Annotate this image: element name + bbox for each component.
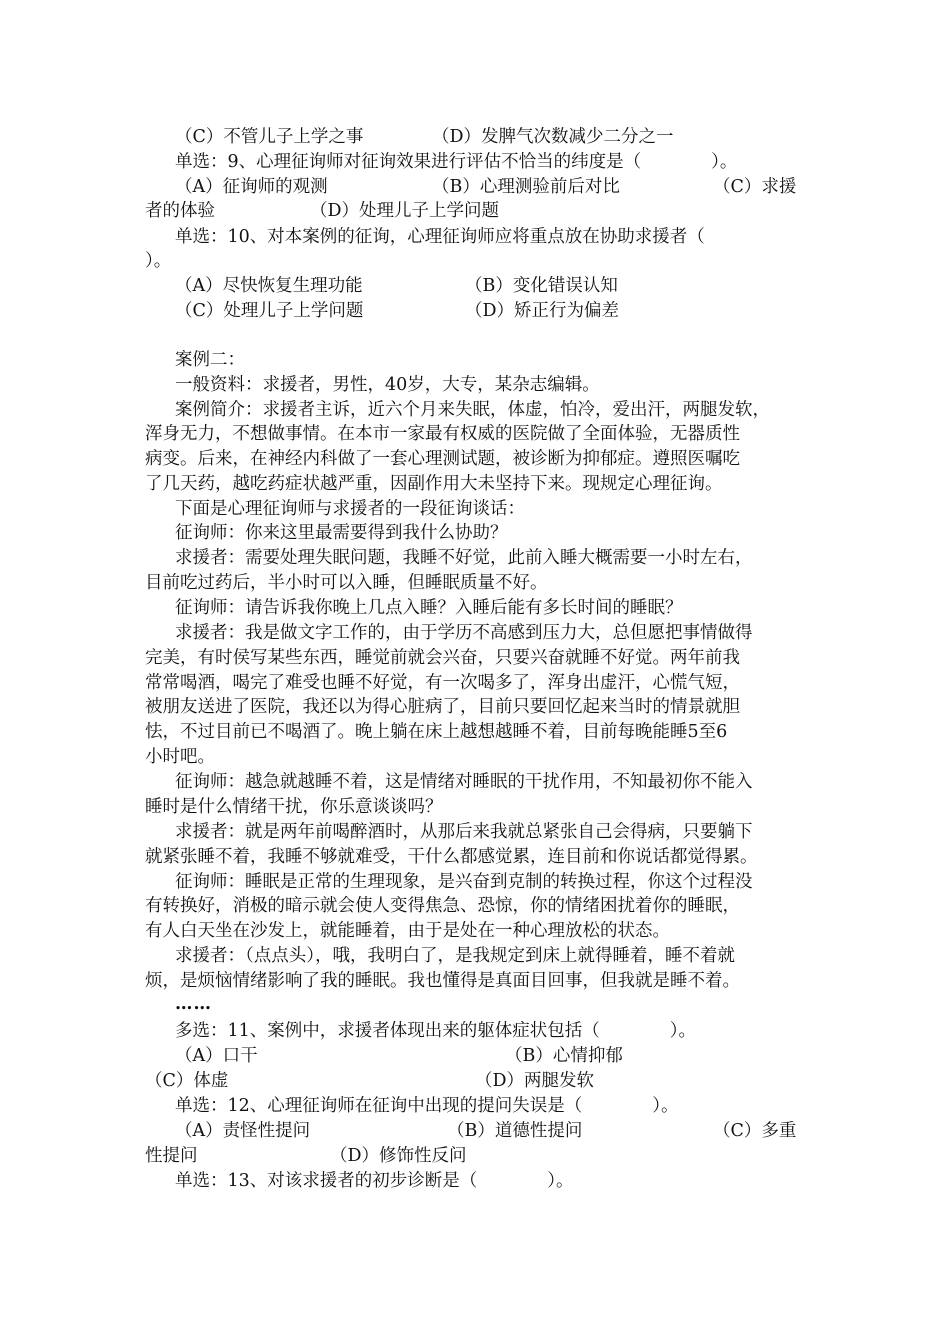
- q12-question: 单选：12、心理征询师在征询中出现的提问失误是（ ）。: [175, 1096, 679, 1116]
- ellipsis: ……: [175, 994, 212, 1014]
- q9-option-a: （A）征询师的观测: [175, 177, 328, 197]
- q12-option-d: （D）修饰性反问: [330, 1146, 467, 1166]
- dialogue-line: 就紧张睡不着，我睡不够就难受，干什么都感觉累，连目前和你说话都觉得累。: [145, 847, 758, 867]
- q9-option-b: （B）心理测验前后对比: [432, 177, 620, 197]
- dialogue-line: 睡时是什么情绪干扰，你乐意谈谈吗？: [145, 797, 443, 817]
- q9-option-c: （C）求援: [713, 177, 797, 197]
- case2-heading: 案例二：: [175, 350, 245, 370]
- q10-option-a: （A）尽快恢复生理功能: [175, 276, 363, 296]
- case2-general-info: 一般资料：求援者，男性，40岁，大专，某杂志编辑。: [175, 375, 600, 395]
- case2-intro-line: 案例简介：求援者主诉，近六个月来失眠，体虚，怕冷，爱出汗，两腿发软，: [175, 400, 770, 420]
- q10-option-b: （B）变化错误认知: [465, 276, 618, 296]
- dialogue-line: 征询师：请告诉我你晚上几点入睡？入睡后能有多长时间的睡眠？: [175, 598, 683, 618]
- q10-question-cont: ）。: [145, 251, 172, 271]
- q11-option-d: （D）两腿发软: [475, 1071, 595, 1091]
- q8-option-c: （C）不管儿子上学之事: [175, 127, 364, 147]
- q10-option-d: （D）矫正行为偏差: [465, 301, 620, 321]
- case2-intro-line: 了几天药，越吃药症状越严重，因副作用大未坚持下来。现规定心理征询。: [145, 474, 723, 494]
- q11-option-c: （C）体虚: [145, 1071, 229, 1091]
- q11-question: 多选：11、案例中，求援者体现出来的躯体症状包括（ ）。: [175, 1021, 697, 1041]
- dialogue-line: 小时吧。: [145, 747, 215, 767]
- dialogue-line: 怯，不过目前已不喝酒了。晚上躺在床上越想越睡不着，目前每晚能睡5至6: [145, 722, 728, 742]
- dialogue-line: 有转换好，消极的暗示就会使人变得焦急、恐惊，你的情绪困扰着你的睡眠，: [145, 896, 740, 916]
- dialogue-line: 求援者：我是做文字工作的，由于学历不高感到压力大，总但愿把事情做得: [175, 623, 753, 643]
- q9-option-c-cont: 者的体验: [145, 201, 215, 221]
- dialogue-line: 征询师：你来这里最需要得到我什么协助？: [175, 523, 508, 543]
- dialogue-line: 烦，是烦恼情绪影响了我的睡眠。我也懂得是真面目回事，但我就是睡不着。: [145, 971, 740, 991]
- dialogue-line: 完美，有时侯写某些东西，睡觉前就会兴奋，只要兴奋就睡不好觉。两年前我: [145, 648, 740, 668]
- q12-option-c-cont: 性提问: [145, 1146, 198, 1166]
- q12-option-c: （C）多重: [713, 1121, 797, 1141]
- q10-option-c: （C）处理儿子上学问题: [175, 301, 364, 321]
- q12-option-a: （A）责怪性提问: [175, 1121, 311, 1141]
- q9-question: 单选：9、心理征询师对征询效果进行评估不恰当的纬度是（ ）。: [175, 152, 738, 172]
- case2-intro-line: 浑身无力，不想做事情。在本市一家最有权威的医院做了全面体验，无器质性: [145, 424, 740, 444]
- q10-question: 单选：10、对本案例的征询，心理征询师应将重点放在协助求援者（: [175, 227, 705, 247]
- dialogue-line: 被朋友送进了医院，我还以为得心脏病了，目前只要回忆起来当时的情景就胆: [145, 697, 740, 717]
- case2-intro-line: 病变。后来，在神经内科做了一套心理测试题，被诊断为抑郁症。遵照医嘱吃: [145, 449, 740, 469]
- dialogue-line: 征询师：越急就越睡不着，这是情绪对睡眠的干扰作用，不知最初你不能入: [175, 772, 753, 792]
- dialogue-intro: 下面是心理征询师与求援者的一段征询谈话：: [175, 499, 525, 519]
- dialogue-line: 目前吃过药后，半小时可以入睡，但睡眠质量不好。: [145, 573, 548, 593]
- q11-option-a: （A）口干: [175, 1046, 258, 1066]
- dialogue-line: 求援者：（点点头），哦，我明白了，是我规定到床上就得睡着，睡不着就: [175, 946, 735, 966]
- dialogue-line: 征询师：睡眠是正常的生理现象，是兴奋到克制的转换过程，你这个过程没: [175, 872, 753, 892]
- q11-option-b: （B）心情抑郁: [505, 1046, 623, 1066]
- dialogue-line: 求援者：需要处理失眠问题，我睡不好觉，此前入睡大概需要一小时左右，: [175, 548, 753, 568]
- q9-option-d: （D）处理儿子上学问题: [310, 201, 500, 221]
- dialogue-line: 有人白天坐在沙发上，就能睡着，由于是处在一种心理放松的状态。: [145, 921, 670, 941]
- q13-question: 单选：13、对该求援者的初步诊断是（ ）。: [175, 1171, 574, 1191]
- q8-option-d: （D）发脾气次数减少二分之一: [432, 127, 674, 147]
- dialogue-line: 常常喝酒，喝完了难受也睡不好觉，有一次喝多了，浑身出虚汗，心慌气短，: [145, 673, 740, 693]
- q12-option-b: （B）道德性提问: [447, 1121, 583, 1141]
- dialogue-line: 求援者：就是两年前喝醉酒时，从那后来我就总紧张自己会得病，只要躺下: [175, 822, 753, 842]
